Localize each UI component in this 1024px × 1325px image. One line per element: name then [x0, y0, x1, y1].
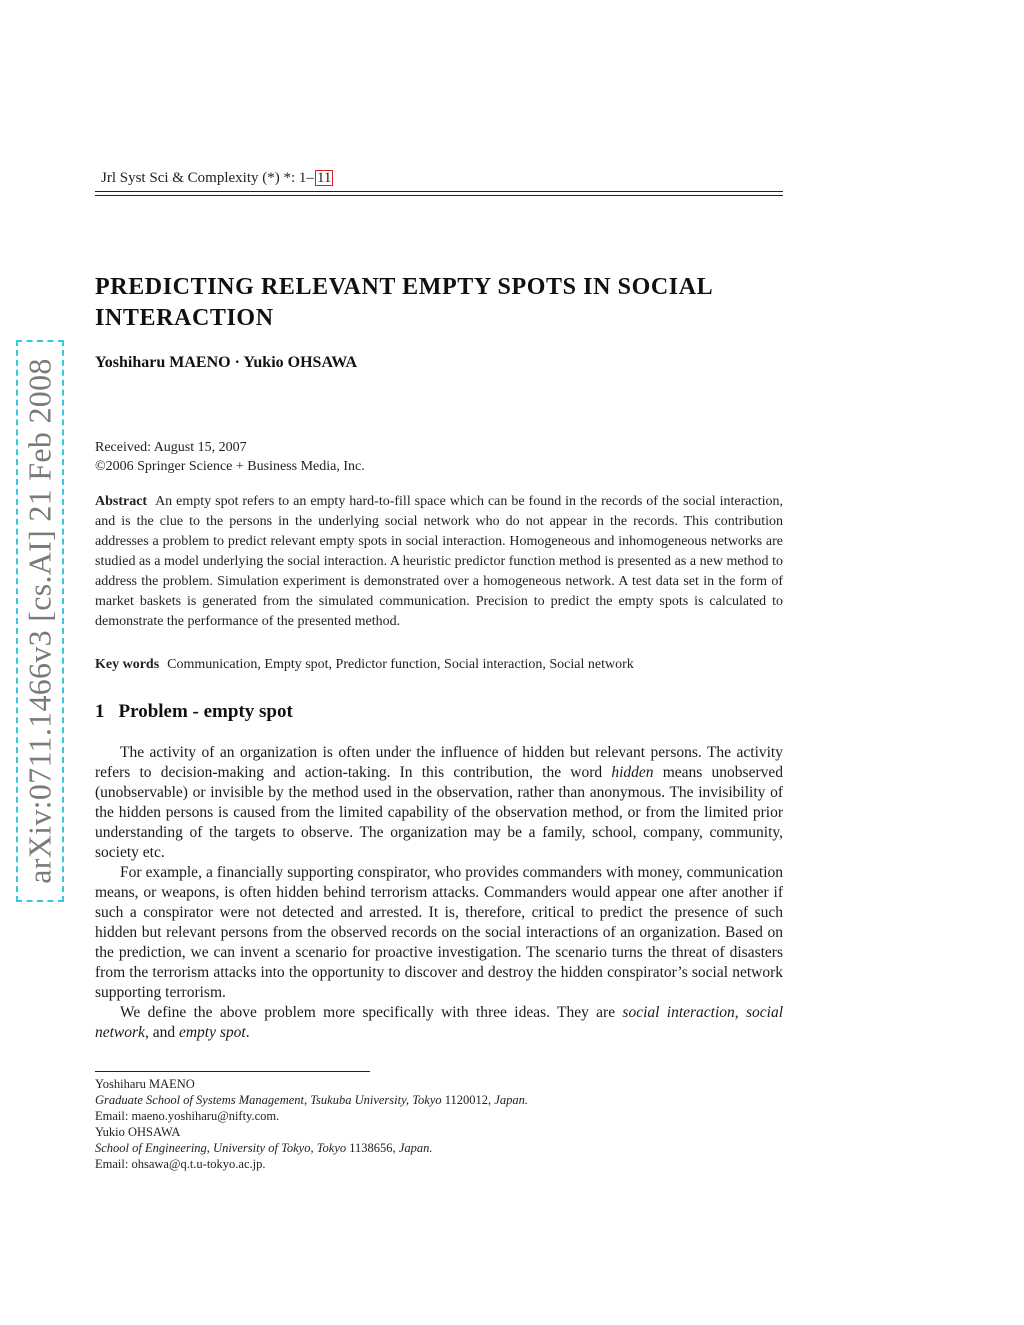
header-rule — [95, 191, 783, 192]
paragraph-1-text-cont: means unobserved (unobservable) or invisible by the method used in the observation, rather than anonymous. The invisibility of the hidden persons is caused from the limited capability of the observation method, or from the limited prior understanding of the targets to observe. The organization may be a family, school, company, community, society etc. — [95, 764, 783, 861]
received-date: Received: August 15, 2007 — [95, 440, 247, 455]
footnote-rule — [95, 1071, 370, 1072]
body-text — [95, 743, 783, 1043]
header-rule-double — [95, 195, 783, 196]
affiliation-2-name: School of Engineering, University of Tokyo, Tokyo — [95, 1141, 347, 1155]
keywords-label: Key words — [95, 657, 160, 672]
section-title: Problem - empty spot — [118, 701, 293, 722]
running-head-text: Jrl Syst Sci & Complexity (*) *: 1– — [101, 170, 314, 186]
page-count-link[interactable]: 11 — [316, 170, 332, 186]
arxiv-identifier[interactable]: arXiv:0711.1466v3 [cs.AI] 21 Feb 2008 — [21, 358, 58, 884]
abstract-text: An empty spot refers to an empty hard-to-fill space which can be found in the records of the social interaction, and is the clue to the persons in the underlying social network who do not appear in the records. This contribution addresses a problem to predict relevant empty spots in social interaction. Homogeneous and inhomogeneous networks are studied as a model underlying the social interaction. A heuristic predictor function method is presented as a new method to address the problem. Simulation experiment is demonstrated over a homogeneous network. A test data set in the form of market baskets is generated from the simulated communication. Precision to predict the empty spots is calculated to demonstrate the performance of the presented method. — [95, 494, 784, 629]
footnote-email-1[interactable]: Email: maeno.yoshiharu@nifty.com. — [95, 1109, 280, 1123]
paper-title: PREDICTING RELEVANT EMPTY SPOTS IN SOCIAL INTERACTION — [95, 274, 712, 331]
paragraph-3 — [95, 1003, 783, 1043]
affiliation-2-code: 1138656, — [346, 1141, 399, 1155]
author-list: Yoshiharu MAENO · Yukio OHSAWA — [95, 354, 357, 371]
paragraph-1 — [95, 743, 783, 863]
copyright-notice: ©2006 Springer Science + Business Media, Inc. — [95, 459, 365, 474]
arxiv-side-stamp — [16, 340, 64, 902]
paragraph-2: For example, a financially supporting conspirator, who provides commanders with money, communication means, or weapons, is often hidden behind terrorism attacks. Commanders would appear one after another if such a conspirator were not detected and arrested. It is, therefore, critical to predict the presence of such hidden but relevant persons from the observed records on the social interactions of an organization. Based on the prediction, we can invent a scenario for proactive investigation. The scenario turns the threat of disasters from the terrorism attacks into the opportunity to discover and destroy the hidden conspirator’s social network supporting terrorism. — [95, 864, 783, 1001]
emphasis-hidden: hidden — [611, 764, 654, 781]
paragraph-3-end: . — [245, 1024, 250, 1041]
affiliation-1-country: Japan. — [494, 1093, 528, 1107]
footnote-affiliation-1 — [95, 1092, 783, 1108]
affiliation-1-code: 1120012, — [441, 1093, 495, 1107]
affiliation-1-name: Graduate School of Systems Management, Tsukuba University, Tokyo — [95, 1093, 442, 1107]
section-heading — [95, 701, 293, 723]
section-number: 1 — [95, 701, 105, 722]
publication-info — [95, 438, 365, 476]
paragraph-3-text: We define the above problem more specifically with three ideas. They are — [120, 1004, 623, 1021]
emphasis-social-network: social network — [95, 1004, 784, 1041]
author-footnotes — [95, 1076, 783, 1172]
keywords-text: Communication, Empty spot, Predictor function, Social interaction, Social network — [167, 657, 634, 672]
separator-2: , and — [144, 1024, 179, 1041]
abstract — [95, 492, 783, 632]
footnote-author-1: Yoshiharu MAENO — [95, 1077, 195, 1091]
running-head — [101, 170, 333, 187]
keywords — [95, 657, 783, 673]
footnote-affiliation-2 — [95, 1140, 783, 1156]
affiliation-2-country: Japan. — [398, 1141, 433, 1155]
footnote-author-2: Yukio OHSAWA — [95, 1125, 181, 1139]
paragraph-1-text: The activity of an organization is often under the influence of hidden but relevant persons. The activity refers to decision-making and action-taking. In this contribution, the word — [95, 744, 783, 781]
emphasis-social-interaction: social interaction — [622, 1004, 735, 1021]
emphasis-empty-spot: empty spot — [178, 1024, 246, 1041]
separator-1: , — [734, 1004, 746, 1021]
footnote-email-2[interactable]: Email: ohsawa@q.t.u-tokyo.ac.jp. — [95, 1157, 266, 1171]
abstract-label: Abstract — [95, 494, 148, 509]
